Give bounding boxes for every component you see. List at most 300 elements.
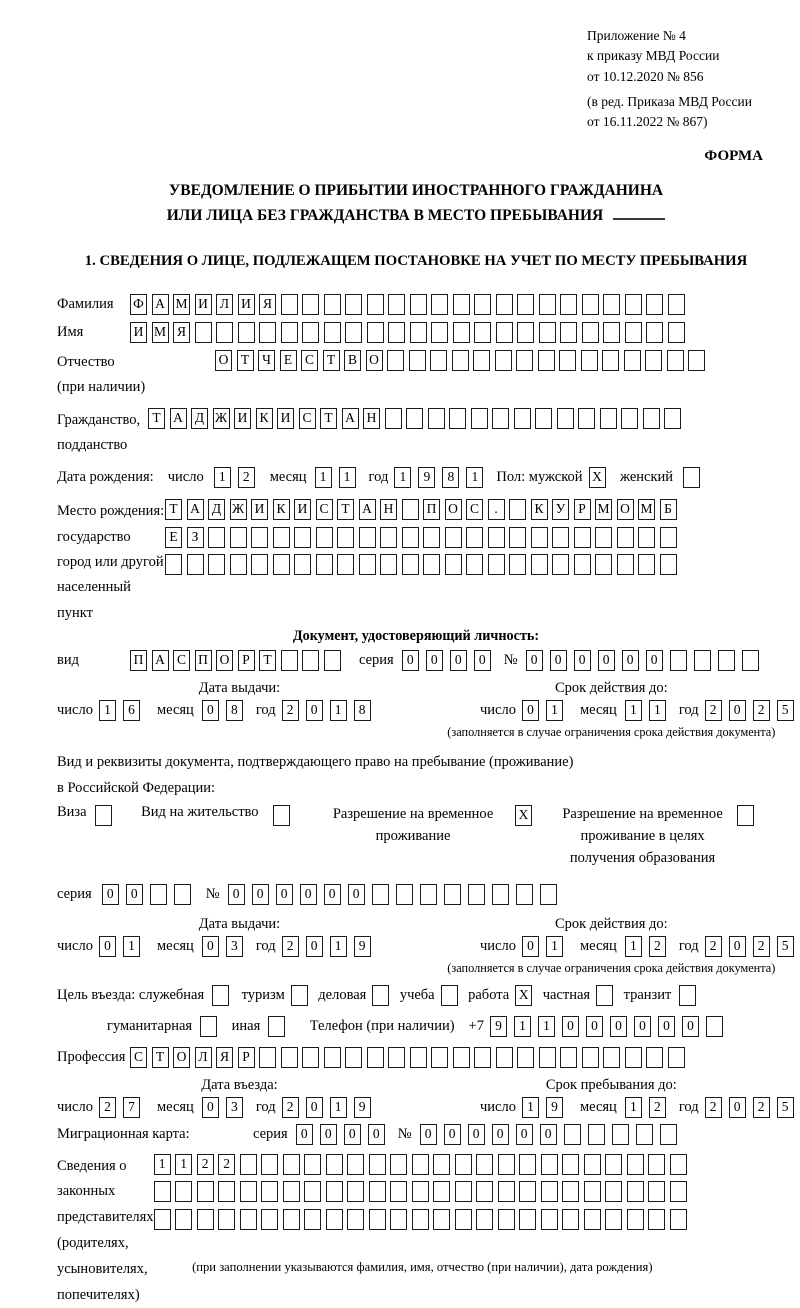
char-box[interactable] bbox=[605, 1209, 622, 1230]
char-box[interactable]: 1 bbox=[330, 936, 347, 957]
char-box[interactable] bbox=[406, 408, 423, 429]
char-box[interactable]: 2 bbox=[238, 467, 255, 488]
char-box[interactable]: 9 bbox=[354, 936, 371, 957]
char-box[interactable]: 1 bbox=[522, 1097, 539, 1118]
char-box[interactable] bbox=[302, 294, 319, 315]
char-box[interactable] bbox=[627, 1209, 644, 1230]
char-box[interactable] bbox=[602, 350, 619, 371]
char-box[interactable] bbox=[187, 554, 204, 575]
char-box[interactable] bbox=[431, 1047, 448, 1068]
char-box[interactable]: 1 bbox=[546, 700, 563, 721]
char-box[interactable]: 2 bbox=[282, 936, 299, 957]
char-box[interactable] bbox=[240, 1209, 257, 1230]
char-box[interactable] bbox=[492, 884, 509, 905]
char-box[interactable] bbox=[627, 1181, 644, 1202]
char-box[interactable]: М bbox=[595, 499, 612, 520]
char-box[interactable] bbox=[603, 294, 620, 315]
char-box[interactable] bbox=[259, 1047, 276, 1068]
char-box[interactable] bbox=[496, 322, 513, 343]
char-box[interactable] bbox=[539, 322, 556, 343]
char-box[interactable] bbox=[197, 1181, 214, 1202]
char-box[interactable] bbox=[273, 554, 290, 575]
char-box[interactable] bbox=[509, 554, 526, 575]
char-box[interactable]: А bbox=[187, 499, 204, 520]
char-box[interactable]: Т bbox=[165, 499, 182, 520]
char-box[interactable]: 9 bbox=[546, 1097, 563, 1118]
char-box[interactable]: Е bbox=[280, 350, 297, 371]
char-box[interactable] bbox=[380, 554, 397, 575]
char-box[interactable] bbox=[251, 554, 268, 575]
char-box[interactable]: А bbox=[152, 650, 169, 671]
char-box[interactable]: 1 bbox=[123, 936, 140, 957]
char-box[interactable]: 0 bbox=[102, 884, 119, 905]
char-box[interactable]: М bbox=[152, 322, 169, 343]
char-box[interactable] bbox=[154, 1209, 171, 1230]
char-box[interactable]: 0 bbox=[492, 1124, 509, 1145]
char-box[interactable] bbox=[345, 294, 362, 315]
char-box[interactable]: Я bbox=[216, 1047, 233, 1068]
char-box[interactable] bbox=[670, 1181, 687, 1202]
char-box[interactable] bbox=[369, 1154, 386, 1175]
char-box[interactable] bbox=[259, 322, 276, 343]
char-box[interactable] bbox=[668, 322, 685, 343]
char-box[interactable]: 1 bbox=[175, 1154, 192, 1175]
char-box[interactable] bbox=[648, 1209, 665, 1230]
char-box[interactable] bbox=[423, 527, 440, 548]
char-box[interactable]: 0 bbox=[598, 650, 615, 671]
char-box[interactable]: С bbox=[301, 350, 318, 371]
char-box[interactable] bbox=[636, 1124, 653, 1145]
char-box[interactable] bbox=[612, 1124, 629, 1145]
char-box[interactable]: 9 bbox=[418, 467, 435, 488]
char-box[interactable] bbox=[496, 294, 513, 315]
char-box[interactable] bbox=[369, 1209, 386, 1230]
char-box[interactable] bbox=[670, 1154, 687, 1175]
char-box[interactable]: 0 bbox=[252, 884, 269, 905]
char-box[interactable]: 0 bbox=[658, 1016, 675, 1037]
char-box[interactable] bbox=[582, 322, 599, 343]
char-box[interactable] bbox=[410, 1047, 427, 1068]
char-box[interactable] bbox=[668, 1047, 685, 1068]
char-box[interactable] bbox=[150, 884, 167, 905]
char-box[interactable]: X bbox=[515, 985, 532, 1006]
char-box[interactable] bbox=[667, 350, 684, 371]
char-box[interactable] bbox=[455, 1154, 472, 1175]
char-box[interactable]: 0 bbox=[306, 1097, 323, 1118]
char-box[interactable] bbox=[273, 805, 290, 826]
char-box[interactable]: 0 bbox=[426, 650, 443, 671]
char-box[interactable] bbox=[562, 1209, 579, 1230]
char-box[interactable] bbox=[519, 1209, 536, 1230]
char-box[interactable] bbox=[431, 294, 448, 315]
char-box[interactable]: 2 bbox=[753, 1097, 770, 1118]
char-box[interactable]: О bbox=[215, 350, 232, 371]
char-box[interactable]: 0 bbox=[646, 650, 663, 671]
char-box[interactable] bbox=[474, 322, 491, 343]
char-box[interactable] bbox=[584, 1154, 601, 1175]
char-box[interactable]: Т bbox=[152, 1047, 169, 1068]
char-box[interactable]: 2 bbox=[218, 1154, 235, 1175]
char-box[interactable] bbox=[345, 322, 362, 343]
char-box[interactable]: 0 bbox=[320, 1124, 337, 1145]
char-box[interactable]: А bbox=[152, 294, 169, 315]
char-box[interactable] bbox=[387, 350, 404, 371]
char-box[interactable] bbox=[402, 554, 419, 575]
char-box[interactable]: 0 bbox=[682, 1016, 699, 1037]
char-box[interactable]: 1 bbox=[154, 1154, 171, 1175]
char-box[interactable] bbox=[261, 1181, 278, 1202]
char-box[interactable]: Ж bbox=[230, 499, 247, 520]
char-box[interactable]: 2 bbox=[649, 1097, 666, 1118]
char-box[interactable] bbox=[605, 1154, 622, 1175]
char-box[interactable] bbox=[474, 1047, 491, 1068]
char-box[interactable] bbox=[517, 1047, 534, 1068]
char-box[interactable] bbox=[326, 1181, 343, 1202]
char-box[interactable] bbox=[514, 408, 531, 429]
char-box[interactable] bbox=[208, 554, 225, 575]
char-box[interactable]: 0 bbox=[306, 936, 323, 957]
char-box[interactable]: 8 bbox=[226, 700, 243, 721]
char-box[interactable]: 1 bbox=[99, 700, 116, 721]
char-box[interactable] bbox=[238, 322, 255, 343]
char-box[interactable] bbox=[560, 294, 577, 315]
char-box[interactable]: 0 bbox=[228, 884, 245, 905]
char-box[interactable]: А bbox=[170, 408, 187, 429]
char-box[interactable]: 0 bbox=[202, 936, 219, 957]
char-box[interactable] bbox=[174, 884, 191, 905]
char-box[interactable] bbox=[595, 554, 612, 575]
char-box[interactable]: 1 bbox=[514, 1016, 531, 1037]
char-box[interactable]: Е bbox=[165, 527, 182, 548]
char-box[interactable] bbox=[466, 527, 483, 548]
char-box[interactable]: М bbox=[173, 294, 190, 315]
char-box[interactable] bbox=[645, 350, 662, 371]
char-box[interactable]: У bbox=[552, 499, 569, 520]
char-box[interactable]: 0 bbox=[296, 1124, 313, 1145]
char-box[interactable] bbox=[694, 650, 711, 671]
char-box[interactable] bbox=[449, 408, 466, 429]
char-box[interactable]: Н bbox=[380, 499, 397, 520]
char-box[interactable]: 0 bbox=[450, 650, 467, 671]
char-box[interactable]: Л bbox=[195, 1047, 212, 1068]
char-box[interactable]: И bbox=[130, 322, 147, 343]
char-box[interactable] bbox=[409, 350, 426, 371]
char-box[interactable]: И bbox=[238, 294, 255, 315]
char-box[interactable]: 0 bbox=[522, 936, 539, 957]
char-box[interactable]: 0 bbox=[444, 1124, 461, 1145]
char-box[interactable]: 2 bbox=[197, 1154, 214, 1175]
char-box[interactable] bbox=[304, 1154, 321, 1175]
char-box[interactable]: Р bbox=[238, 1047, 255, 1068]
char-box[interactable] bbox=[385, 408, 402, 429]
char-box[interactable]: И bbox=[234, 408, 251, 429]
char-box[interactable]: 0 bbox=[300, 884, 317, 905]
char-box[interactable]: 0 bbox=[368, 1124, 385, 1145]
char-box[interactable] bbox=[367, 1047, 384, 1068]
char-box[interactable] bbox=[347, 1154, 364, 1175]
char-box[interactable] bbox=[625, 1047, 642, 1068]
char-box[interactable] bbox=[562, 1154, 579, 1175]
char-box[interactable] bbox=[541, 1181, 558, 1202]
char-box[interactable]: X bbox=[589, 467, 606, 488]
char-box[interactable]: 0 bbox=[468, 1124, 485, 1145]
char-box[interactable]: 2 bbox=[705, 1097, 722, 1118]
char-box[interactable]: 8 bbox=[442, 467, 459, 488]
char-box[interactable] bbox=[302, 650, 319, 671]
char-box[interactable] bbox=[562, 1181, 579, 1202]
char-box[interactable] bbox=[283, 1209, 300, 1230]
char-box[interactable] bbox=[390, 1181, 407, 1202]
char-box[interactable] bbox=[474, 294, 491, 315]
char-box[interactable] bbox=[410, 294, 427, 315]
char-box[interactable]: 0 bbox=[610, 1016, 627, 1037]
char-box[interactable] bbox=[660, 1124, 677, 1145]
char-box[interactable]: 0 bbox=[729, 700, 746, 721]
char-box[interactable] bbox=[208, 527, 225, 548]
char-box[interactable] bbox=[670, 1209, 687, 1230]
char-box[interactable] bbox=[388, 322, 405, 343]
char-box[interactable] bbox=[643, 408, 660, 429]
char-box[interactable]: О bbox=[366, 350, 383, 371]
char-box[interactable] bbox=[668, 294, 685, 315]
char-box[interactable]: Н bbox=[363, 408, 380, 429]
char-box[interactable]: 0 bbox=[540, 1124, 557, 1145]
char-box[interactable] bbox=[638, 527, 655, 548]
char-box[interactable] bbox=[582, 1047, 599, 1068]
char-box[interactable] bbox=[324, 650, 341, 671]
char-box[interactable]: 2 bbox=[99, 1097, 116, 1118]
char-box[interactable] bbox=[240, 1154, 257, 1175]
char-box[interactable] bbox=[410, 322, 427, 343]
char-box[interactable]: 2 bbox=[649, 936, 666, 957]
char-box[interactable]: 1 bbox=[466, 467, 483, 488]
char-box[interactable] bbox=[718, 650, 735, 671]
char-box[interactable]: 1 bbox=[625, 936, 642, 957]
char-box[interactable] bbox=[324, 1047, 341, 1068]
char-box[interactable] bbox=[559, 350, 576, 371]
char-box[interactable] bbox=[445, 527, 462, 548]
char-box[interactable] bbox=[517, 322, 534, 343]
char-box[interactable]: 5 bbox=[777, 936, 794, 957]
char-box[interactable]: 0 bbox=[586, 1016, 603, 1037]
char-box[interactable] bbox=[453, 322, 470, 343]
char-box[interactable] bbox=[495, 350, 512, 371]
char-box[interactable]: С bbox=[130, 1047, 147, 1068]
char-box[interactable] bbox=[581, 350, 598, 371]
char-box[interactable] bbox=[574, 527, 591, 548]
char-box[interactable]: 0 bbox=[348, 884, 365, 905]
char-box[interactable] bbox=[273, 527, 290, 548]
char-box[interactable]: К bbox=[256, 408, 273, 429]
char-box[interactable] bbox=[431, 322, 448, 343]
char-box[interactable] bbox=[539, 1047, 556, 1068]
char-box[interactable]: 0 bbox=[420, 1124, 437, 1145]
char-box[interactable] bbox=[560, 322, 577, 343]
char-box[interactable]: 0 bbox=[324, 884, 341, 905]
char-box[interactable] bbox=[683, 467, 700, 488]
char-box[interactable]: П bbox=[195, 650, 212, 671]
char-box[interactable] bbox=[688, 350, 705, 371]
char-box[interactable]: П bbox=[130, 650, 147, 671]
char-box[interactable]: 1 bbox=[339, 467, 356, 488]
char-box[interactable]: С bbox=[316, 499, 333, 520]
char-box[interactable] bbox=[531, 554, 548, 575]
char-box[interactable]: П bbox=[423, 499, 440, 520]
char-box[interactable]: К bbox=[531, 499, 548, 520]
char-box[interactable]: И bbox=[277, 408, 294, 429]
char-box[interactable]: Р bbox=[574, 499, 591, 520]
char-box[interactable] bbox=[509, 499, 526, 520]
char-box[interactable] bbox=[281, 322, 298, 343]
char-box[interactable] bbox=[625, 322, 642, 343]
char-box[interactable] bbox=[455, 1209, 472, 1230]
char-box[interactable] bbox=[455, 1181, 472, 1202]
char-box[interactable] bbox=[466, 554, 483, 575]
char-box[interactable]: Б bbox=[660, 499, 677, 520]
char-box[interactable] bbox=[95, 805, 112, 826]
char-box[interactable] bbox=[261, 1154, 278, 1175]
char-box[interactable] bbox=[345, 1047, 362, 1068]
char-box[interactable] bbox=[412, 1209, 429, 1230]
char-box[interactable]: 0 bbox=[99, 936, 116, 957]
char-box[interactable] bbox=[347, 1209, 364, 1230]
char-box[interactable] bbox=[538, 350, 555, 371]
char-box[interactable]: Ж bbox=[213, 408, 230, 429]
char-box[interactable] bbox=[603, 1047, 620, 1068]
char-box[interactable] bbox=[648, 1181, 665, 1202]
char-box[interactable]: 0 bbox=[474, 650, 491, 671]
char-box[interactable] bbox=[595, 527, 612, 548]
char-box[interactable]: 6 bbox=[123, 700, 140, 721]
char-box[interactable] bbox=[281, 294, 298, 315]
char-box[interactable] bbox=[625, 294, 642, 315]
char-box[interactable] bbox=[294, 554, 311, 575]
char-box[interactable]: С bbox=[173, 650, 190, 671]
char-box[interactable] bbox=[390, 1209, 407, 1230]
char-box[interactable]: Л bbox=[216, 294, 233, 315]
char-box[interactable]: Т bbox=[337, 499, 354, 520]
char-box[interactable]: Я bbox=[173, 322, 190, 343]
char-box[interactable] bbox=[660, 527, 677, 548]
char-box[interactable] bbox=[372, 884, 389, 905]
char-box[interactable]: Ф bbox=[130, 294, 147, 315]
char-box[interactable]: 1 bbox=[649, 700, 666, 721]
char-box[interactable] bbox=[516, 350, 533, 371]
char-box[interactable] bbox=[433, 1209, 450, 1230]
char-box[interactable] bbox=[281, 650, 298, 671]
char-box[interactable] bbox=[175, 1181, 192, 1202]
char-box[interactable] bbox=[519, 1181, 536, 1202]
char-box[interactable]: 0 bbox=[126, 884, 143, 905]
char-box[interactable]: Д bbox=[191, 408, 208, 429]
char-box[interactable] bbox=[420, 884, 437, 905]
char-box[interactable] bbox=[302, 1047, 319, 1068]
char-box[interactable] bbox=[216, 322, 233, 343]
char-box[interactable] bbox=[324, 294, 341, 315]
char-box[interactable] bbox=[302, 322, 319, 343]
char-box[interactable] bbox=[453, 1047, 470, 1068]
char-box[interactable]: 9 bbox=[490, 1016, 507, 1037]
char-box[interactable] bbox=[326, 1209, 343, 1230]
char-box[interactable] bbox=[402, 499, 419, 520]
char-box[interactable] bbox=[557, 408, 574, 429]
char-box[interactable]: 0 bbox=[526, 650, 543, 671]
char-box[interactable]: О bbox=[216, 650, 233, 671]
char-box[interactable]: 1 bbox=[394, 467, 411, 488]
char-box[interactable] bbox=[519, 1154, 536, 1175]
char-box[interactable]: 1 bbox=[330, 1097, 347, 1118]
char-box[interactable] bbox=[621, 408, 638, 429]
char-box[interactable]: 0 bbox=[562, 1016, 579, 1037]
char-box[interactable]: 1 bbox=[330, 700, 347, 721]
char-box[interactable] bbox=[624, 350, 641, 371]
char-box[interactable] bbox=[326, 1154, 343, 1175]
char-box[interactable] bbox=[582, 294, 599, 315]
char-box[interactable] bbox=[428, 408, 445, 429]
char-box[interactable] bbox=[564, 1124, 581, 1145]
char-box[interactable]: 0 bbox=[516, 1124, 533, 1145]
char-box[interactable] bbox=[531, 527, 548, 548]
char-box[interactable]: 0 bbox=[634, 1016, 651, 1037]
char-box[interactable]: Я bbox=[259, 294, 276, 315]
char-box[interactable] bbox=[476, 1209, 493, 1230]
char-box[interactable]: 0 bbox=[522, 700, 539, 721]
char-box[interactable] bbox=[737, 805, 754, 826]
char-box[interactable] bbox=[380, 527, 397, 548]
char-box[interactable] bbox=[359, 527, 376, 548]
char-box[interactable] bbox=[412, 1181, 429, 1202]
char-box[interactable] bbox=[445, 554, 462, 575]
char-box[interactable] bbox=[433, 1154, 450, 1175]
char-box[interactable] bbox=[195, 322, 212, 343]
char-box[interactable] bbox=[492, 408, 509, 429]
char-box[interactable] bbox=[423, 554, 440, 575]
char-box[interactable] bbox=[367, 294, 384, 315]
char-box[interactable] bbox=[359, 554, 376, 575]
char-box[interactable] bbox=[291, 985, 308, 1006]
char-box[interactable]: 0 bbox=[729, 936, 746, 957]
char-box[interactable] bbox=[517, 294, 534, 315]
char-box[interactable] bbox=[212, 985, 229, 1006]
char-box[interactable]: Ч bbox=[258, 350, 275, 371]
char-box[interactable] bbox=[218, 1181, 235, 1202]
char-box[interactable] bbox=[646, 294, 663, 315]
char-box[interactable] bbox=[304, 1181, 321, 1202]
char-box[interactable]: Р bbox=[238, 650, 255, 671]
char-box[interactable] bbox=[496, 1047, 513, 1068]
char-box[interactable]: Т bbox=[320, 408, 337, 429]
char-box[interactable]: 2 bbox=[282, 1097, 299, 1118]
char-box[interactable] bbox=[452, 350, 469, 371]
char-box[interactable]: 9 bbox=[354, 1097, 371, 1118]
char-box[interactable] bbox=[337, 527, 354, 548]
char-box[interactable]: И bbox=[294, 499, 311, 520]
char-box[interactable] bbox=[498, 1154, 515, 1175]
char-box[interactable] bbox=[230, 527, 247, 548]
char-box[interactable]: 2 bbox=[282, 700, 299, 721]
char-box[interactable]: 1 bbox=[625, 1097, 642, 1118]
char-box[interactable]: 0 bbox=[202, 700, 219, 721]
char-box[interactable] bbox=[588, 1124, 605, 1145]
char-box[interactable]: С bbox=[466, 499, 483, 520]
char-box[interactable]: И bbox=[251, 499, 268, 520]
char-box[interactable] bbox=[218, 1209, 235, 1230]
char-box[interactable]: С bbox=[299, 408, 316, 429]
char-box[interactable] bbox=[433, 1181, 450, 1202]
char-box[interactable]: 3 bbox=[226, 936, 243, 957]
char-box[interactable] bbox=[535, 408, 552, 429]
char-box[interactable] bbox=[412, 1154, 429, 1175]
